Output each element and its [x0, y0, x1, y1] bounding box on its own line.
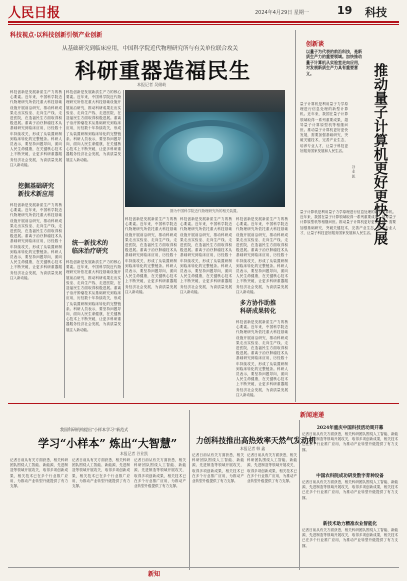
commentary-title: 推动量子计算机更好更快发展 — [372, 63, 388, 245]
news-column: 记者日前从有关方面获悉，相关科研团队围绕人工智能、新能源、先进制造等领域开展攻关，取得多项创新成果，相关技术已在多个行业推广应用，为推动产业转型升级提供了有力支撑。 — [134, 458, 186, 489]
news-column: 记者日前从有关方面获悉，相关科研团队围绕人工智能、新能源、先进制造等领域开展攻关，取得多项创新成果，相关技术已在多个行业推广应用，为推动产业转型升级提供了有力支撑。 — [192, 453, 244, 484]
column-divider — [64, 90, 65, 398]
column-divider — [299, 420, 300, 570]
article-subhead: 统一新技术的 临床治疗研究 — [72, 240, 109, 255]
article-column: 科技创新是发展新质生产力的核心要素。近年来，中国科学院近代物理研究所依托重大科技基础设施开展前沿研究，推动科研成果走出实验室、走向生产线、走进医院，在造福民生方面取得积极进展。重离子治疗肿瘤技术从基础研究到临床应用，历经数十年持续攻关，形成了从装置研制到临床转化的完整链条。科研人员表示，要坚持问题导向，面向人民生命健康，在关键核心技术上不断突破，让更多科研重器服务经济社会发展，为高质量发展注入新动能。 — [10, 203, 62, 280]
commentary-tag: 创新谈 — [306, 41, 325, 48]
section-divider — [295, 30, 296, 402]
article-column: 科技创新是发展新质生产力的核心要素。近年来，中国科学院近代物理研究所依托重大科技基础设施开展前沿研究，推动科研成果走出实验室、走向生产线、走进医院，在造福民生方面取得积极进展。重离子治疗肿瘤技术从基础研究到临床应用，历经数十年持续攻关，形成了从装置研制到临床转化的完整链条。科研人员表示，要坚持问题导向，面向人民生命健康，在关键核心技术上不断突破，让更多科研重器服务经济社会发展，为高质量发展注入新动能。 — [10, 90, 62, 167]
newspaper-logo: 人民日报 — [8, 6, 61, 21]
photo-caption: 图为中国科学院近代物理研究所的相关装置。 — [170, 209, 240, 213]
bottom-right-title: 力创科技推出高热效率天然气发动机 — [196, 436, 316, 445]
brief-text: 记者日前从有关方面获悉，相关科研团队围绕人工智能、新能源、先进制造等领域开展攻关，取得多项创新成果，相关技术已在多个行业推广应用，为推动产业转型升级提供了有力支撑。 — [302, 432, 398, 452]
masthead-rule-thin — [8, 24, 399, 25]
brief-text: 记者日前从有关方面获悉，相关科研团队围绕人工智能、新能源、先进制造等领域开展攻关，取得多项创新成果，相关技术已在多个行业推广应用，为推动产业转型升级提供了有力支撑。 — [302, 528, 398, 548]
issue-date: 2024年4月29日 星期一 — [255, 10, 309, 16]
commentary-column: 量子计算机是利用量子力学原理进行信息处理的新型计算机。近年来，我国在量子计算领域取得一系列重要成果，超导量子计算原型机等相继问世。推动量子计算机更好更快发展，需要加强基础研究，突破关键技术，完善产业生态，培养专业人才，让量子科技更好服务国家发展和人民生活。 — [300, 102, 348, 153]
commentary-byline: 谷 业 凯 — [352, 165, 356, 178]
commentary-column: 量子计算机是利用量子力学原理进行信息处理的新型计算机。近年来，我国在量子计算领域取得一系列重要成果，超导量子计算原型机等相继问世。推动量子计算机更好更快发展，需要加强基础研究，突破关键技术，完善产业生态，培养专业人才，让量子科技更好服务国家发展和人民生活。 — [300, 210, 396, 235]
bottom-left-byline: 本报记者 谷业凯 — [120, 451, 148, 456]
main-byline: 本报记者 吴储岐 — [137, 82, 167, 87]
column-tag: 科技视点·以科技创新引领产业创新 — [10, 32, 103, 39]
brief-title: 新技术助力精准农业智能化 — [323, 522, 377, 527]
article-subhead: 挖掘基础研究 新技术新应用 — [18, 183, 55, 198]
bottom-right-byline: 本报记者 韩 鑫 — [240, 446, 266, 451]
main-kicker: 从基础研究到临床应用，中国科学院近代物理研究所与有关单位联合攻关 — [62, 46, 239, 52]
article-column: 科技创新是发展新质生产力的核心要素。近年来，中国科学院近代物理研究所依托重大科技基础设施开展前沿研究，推动科研成果走出实验室、走向生产线、走进医院，在造福民生方面取得积极进展。重离子治疗肿瘤技术从基础研究到临床应用，历经数十年持续攻关，形成了从装置研制到临床转化的完整链条。科研人员表示，要坚持问题导向，面向人民生命健康，在关键核心技术上不断突破，让更多科研重器服务经济社会发展，为高质量发展注入新动能。 — [236, 320, 288, 397]
page-section: 科技 — [365, 6, 387, 19]
footer-tag: 新知 — [148, 571, 161, 578]
commentary-summary: 以量子为代表的前沿科技，是新质生产力的重要领域。加快推动量子计算机从实验室走向应用，对发展新质生产力具有重要意义。 — [306, 49, 362, 76]
column-divider — [123, 90, 124, 398]
facility-photo — [125, 90, 285, 207]
bottom-kicker: 我国科研机构提出“小样本学习”新范式 — [60, 427, 129, 432]
brief-title: 中国农科院成功研发数字育种设备 — [316, 474, 384, 479]
brief-title: 2024年重庆中国科技活动周开幕 — [316, 426, 384, 431]
masthead-rule — [8, 21, 399, 23]
article-column: 科技创新是发展新质生产力的核心要素。近年来，中国科学院近代物理研究所依托重大科技基础设施开展前沿研究，推动科研成果走出实验室、走向生产线、走进医院，在造福民生方面取得积极进展。重离子治疗肿瘤技术从基础研究到临床应用，历经数十年持续攻关，形成了从装置研制到临床转化的完整链条。科研人员表示，要坚持问题导向，面向人民生命健康，在关键核心技术上不断突破，让更多科研重器服务经济社会发展，为高质量发展注入新动能。 — [66, 260, 121, 332]
footer-rule — [8, 567, 399, 568]
news-column: 记者日前从有关方面获悉，相关科研团队围绕人工智能、新能源、先进制造等领域开展攻关，取得多项创新成果，相关技术已在多个行业推广应用，为推动产业转型升级提供了有力支撑。 — [72, 458, 130, 489]
brief-text: 记者日前从有关方面获悉，相关科研团队围绕人工智能、新能源、先进制造等领域开展攻关，取得多项创新成果，相关技术已在多个行业推广应用，为推动产业转型升级提供了有力支撑。 — [302, 480, 398, 500]
article-column: 科技创新是发展新质生产力的核心要素。近年来，中国科学院近代物理研究所依托重大科技基础设施开展前沿研究，推动科研成果走出实验室、走向生产线、走进医院，在造福民生方面取得积极进展。重离子治疗肿瘤技术从基础研究到临床应用，历经数十年持续攻关，形成了从装置研制到临床转化的完整链条。科研人员表示，要坚持问题导向，面向人民生命健康，在关键核心技术上不断突破，让更多科研重器服务经济社会发展，为高质量发展注入新动能。 — [125, 217, 177, 294]
news-column: 记者日前从有关方面获悉，相关科研团队围绕人工智能、新能源、先进制造等领域开展攻关，取得多项创新成果，相关技术已在多个行业推广应用，为推动产业转型升级提供了有力支撑。 — [247, 453, 297, 484]
column-divider — [189, 410, 190, 570]
bottom-left-title: 学习“小样本” 炼出“大智慧” — [38, 437, 178, 450]
article-column: 科技创新是发展新质生产力的核心要素。近年来，中国科学院近代物理研究所依托重大科技基础设施开展前沿研究，推动科研成果走出实验室、走向生产线、走进医院，在造福民生方面取得积极进展。重离子治疗肿瘤技术从基础研究到临床应用，历经数十年持续攻关，形成了从装置研制到临床转化的完整链条。科研人员表示，要坚持问题导向，面向人民生命健康，在关键核心技术上不断突破，让更多科研重器服务经济社会发展，为高质量发展注入新动能。 — [236, 217, 288, 294]
article-subhead: 多方协作助推 科研成果转化 — [240, 300, 277, 315]
section-separator — [8, 403, 399, 404]
page-number: 19 — [337, 4, 353, 17]
article-column: 科技创新是发展新质生产力的核心要素。近年来，中国科学院近代物理研究所依托重大科技基础设施开展前沿研究，推动科研成果走出实验室、走向生产线、走进医院，在造福民生方面取得积极进展。重离子治疗肿瘤技术从基础研究到临床应用，历经数十年持续攻关，形成了从装置研制到临床转化的完整链条。科研人员表示，要坚持问题导向，面向人民生命健康，在关键核心技术上不断突破，让更多科研重器服务经济社会发展，为高质量发展注入新动能。 — [66, 90, 121, 162]
article-column: 科技创新是发展新质生产力的核心要素。近年来，中国科学院近代物理研究所依托重大科技基础设施开展前沿研究，推动科研成果走出实验室、走向生产线、走进医院，在造福民生方面取得积极进展。重离子治疗肿瘤技术从基础研究到临床应用，历经数十年持续攻关，形成了从装置研制到临床转化的完整链条。科研人员表示，要坚持问题导向，面向人民生命健康，在关键核心技术上不断突破，让更多科研重器服务经济社会发展，为高质量发展注入新动能。 — [180, 217, 232, 294]
main-title: 科研重器造福民生 — [75, 58, 251, 83]
news-column: 记者日前从有关方面获悉，相关科研团队围绕人工智能、新能源、先进制造等领域开展攻关，取得多项创新成果，相关技术已在多个行业推广应用，为推动产业转型升级提供了有力支撑。 — [10, 458, 68, 489]
news-tag: 新闻速递 — [300, 412, 325, 419]
